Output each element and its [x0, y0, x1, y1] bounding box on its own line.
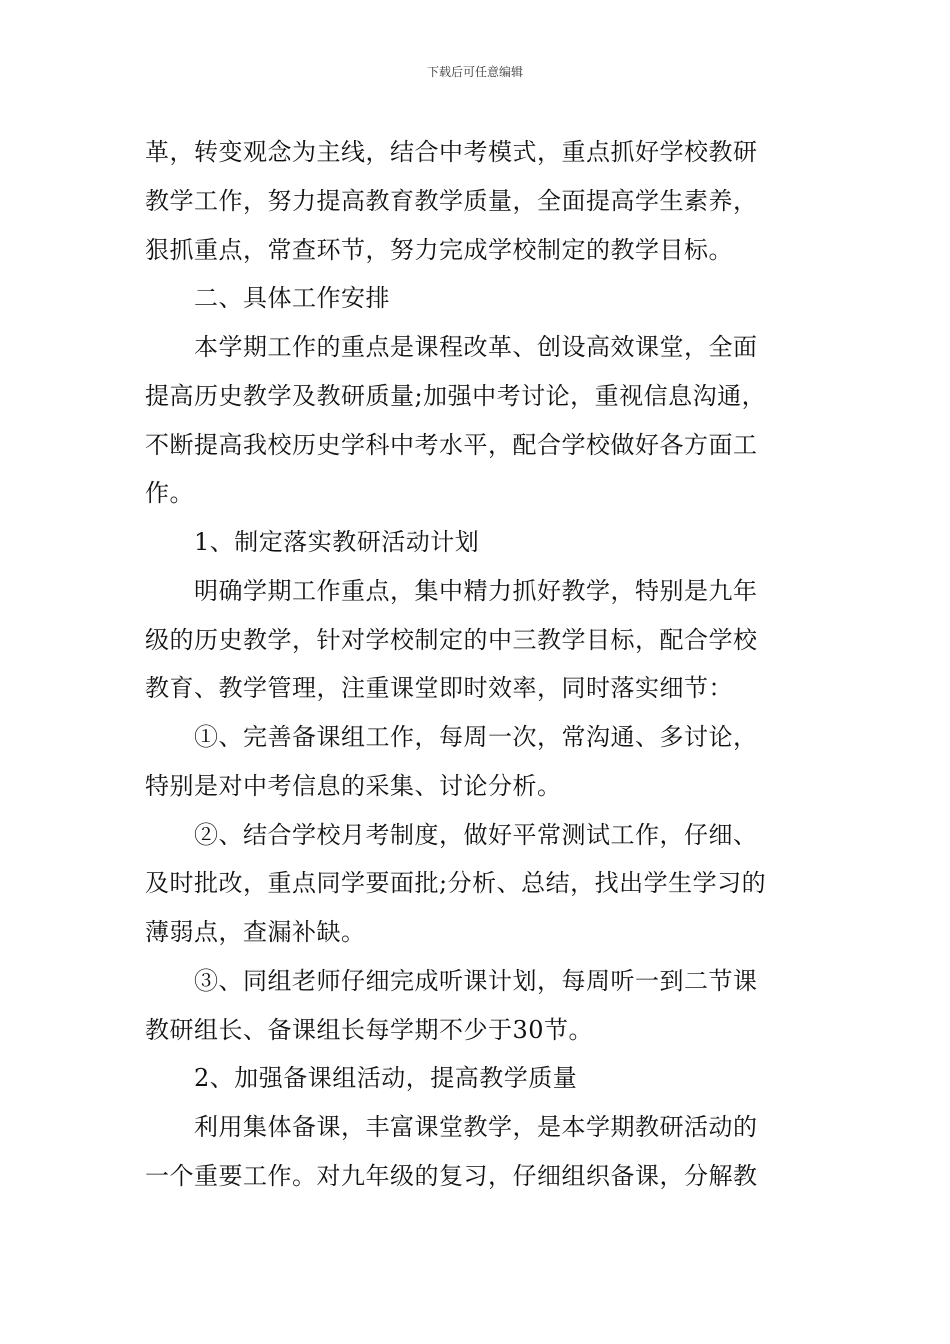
- text-line: 教育、教学管理，注重课堂即时效率，同时落实细节：: [145, 674, 733, 703]
- text-line: 提高历史教学及教研质量;加强中考讨论，重视信息沟通，: [145, 381, 767, 410]
- list-item-start: ②、结合学校月考制度，做好平常测试工作，仔细、: [194, 820, 758, 849]
- text-line: 不断提高我校历史学科中考水平，配合学校做好各方面工: [145, 430, 758, 459]
- paragraph-start: 利用集体备课，丰富课堂教学，是本学期教研活动的: [194, 1113, 758, 1141]
- subsection-heading: 1、制定落实教研活动计划: [194, 528, 480, 556]
- text-line: 狠抓重点，常查环节，努力完成学校制定的教学目标。: [145, 235, 733, 264]
- text-line: 教学工作，努力提高教育教学质量，全面提高学生素养，: [145, 186, 758, 215]
- text-line: 一个重要工作。对九年级的复习，仔细组织备课，分解教: [145, 1161, 758, 1190]
- paragraph-start: 本学期工作的重点是课程改革、创设高效课堂，全面: [194, 333, 758, 361]
- text-line: 作。: [145, 479, 194, 508]
- section-heading: 二、具体工作安排: [194, 284, 390, 313]
- text-line: 及时批改，重点同学要面批;分析、总结，找出学生学习的: [145, 869, 767, 898]
- text-line: 教研组长、备课组长每学期不少于30节。: [145, 1015, 594, 1044]
- list-item-start: ③、同组老师仔细完成听课计划，每周听一到二节课: [194, 966, 758, 995]
- document-body: [145, 128, 807, 1201]
- text-line: 级的历史教学，针对学校制定的中三教学目标，配合学校: [145, 625, 758, 654]
- text-line: 薄弱点，查漏补缺。: [145, 918, 366, 946]
- paragraph-start: 明确学期工作重点，集中精力抓好教学，特别是九年: [194, 576, 758, 605]
- page-header: 下载后可任意编辑: [426, 65, 523, 79]
- text-line: 特别是对中考信息的采集、讨论分析。: [145, 771, 562, 800]
- list-item-start: ①、完善备课组工作，每周一次，常沟通、多讨论，: [194, 723, 758, 751]
- subsection-heading: 2、加强备课组活动，提高教学质量: [194, 1064, 578, 1093]
- text-line: 革，转变观念为主线，结合中考模式，重点抓好学校教研: [145, 138, 758, 166]
